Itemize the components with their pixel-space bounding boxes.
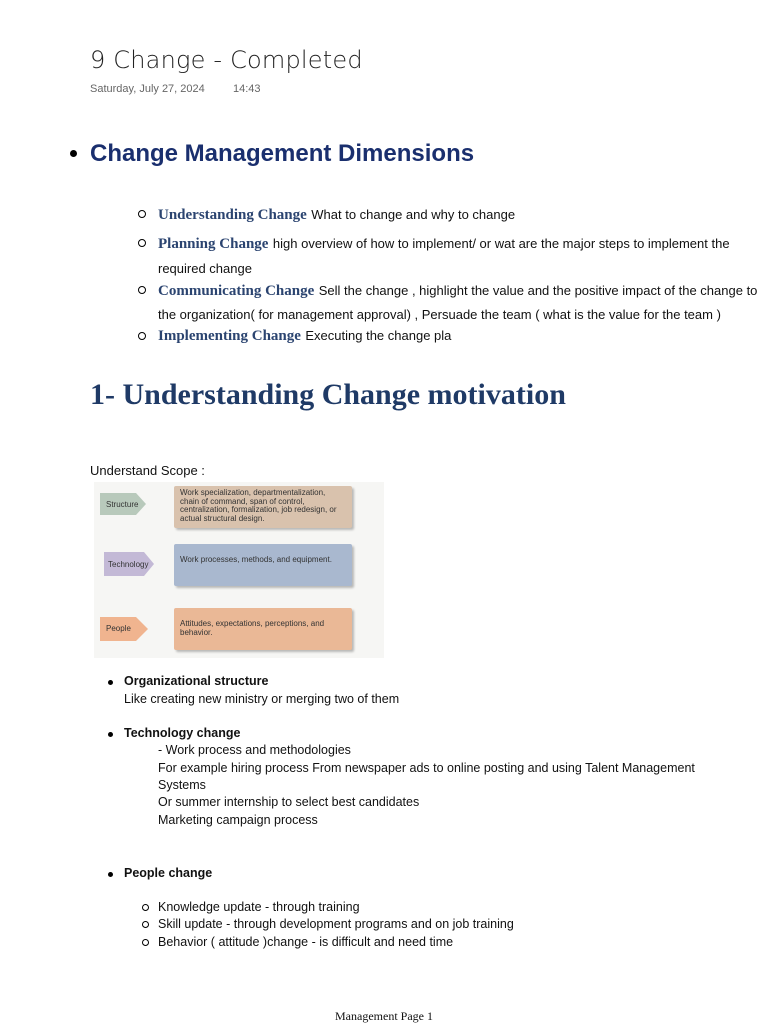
- bullet-icon: [108, 872, 113, 877]
- list-item-title: People change: [124, 866, 213, 880]
- dimension-text: What to change and why to change: [311, 207, 516, 222]
- page-footer: Management Page 1: [335, 1009, 433, 1023]
- dimension-label: Implementing Change: [158, 328, 301, 344]
- dimension-label: Communicating Change: [158, 283, 315, 299]
- circle-bullet-icon: [138, 210, 146, 218]
- page-time: 14:43: [233, 83, 261, 95]
- circle-bullet-icon: [142, 939, 149, 946]
- dimension-text: high overview of how to implement/ or wat are the major steps to implement the: [272, 236, 730, 251]
- dimension-text: Executing the change pla: [305, 328, 452, 343]
- circle-bullet-icon: [142, 904, 149, 911]
- circle-bullet-icon: [138, 332, 146, 340]
- list-item-text: Marketing campaign process: [158, 813, 318, 827]
- bullet-icon: [70, 150, 77, 157]
- dimension-label: Understanding Change: [158, 207, 307, 223]
- dimension-item: [158, 327, 451, 345]
- bullet-icon: [108, 732, 113, 737]
- dimension-item: [158, 206, 515, 224]
- diagram-tag-structure: Structure: [106, 500, 139, 509]
- page-date: Saturday, July 27, 2024: [90, 83, 205, 95]
- list-item-text: For example hiring process From newspaper ads to online posting and using Talent Management: [158, 761, 695, 775]
- sub-list-item: Behavior ( attitude )change - is difficult and need time: [158, 935, 454, 949]
- dimension-item: [158, 235, 730, 253]
- circle-bullet-icon: [142, 921, 149, 928]
- dimension-text-continued: required change: [158, 261, 252, 276]
- list-item-text: - Work process and methodologies: [158, 743, 351, 757]
- list-item-text: Like creating new ministry or merging two of them: [124, 692, 400, 706]
- diagram-tag-people: People: [106, 624, 131, 633]
- circle-bullet-icon: [138, 239, 146, 247]
- dimension-label: Planning Change: [158, 236, 269, 252]
- section-heading-dimensions: Change Management Dimensions: [90, 140, 475, 167]
- scope-label: Understand Scope :: [90, 463, 205, 478]
- diagram-tag-technology: Technology: [108, 560, 149, 569]
- list-item-title: Organizational structure: [124, 674, 269, 688]
- list-item-text: Or summer internship to select best candidates: [158, 795, 420, 809]
- circle-bullet-icon: [138, 286, 146, 294]
- dimension-text: Sell the change , highlight the value and the positive impact of the change to: [318, 283, 758, 298]
- list-item-text: Systems: [158, 778, 206, 792]
- dimension-text-continued: the organization( for management approval) , Persuade the team ( what is the value for the team ): [158, 307, 721, 322]
- diagram-box-technology: Work processes, methods, and equipment.: [174, 544, 352, 586]
- change-scope-diagram: [94, 482, 384, 658]
- list-item-title: Technology change: [124, 726, 241, 740]
- bullet-icon: [108, 680, 113, 685]
- sub-list-item: Skill update - through development programs and on job training: [158, 917, 514, 931]
- page-title: 9 Change - Completed: [90, 46, 363, 74]
- dimension-item: [158, 282, 757, 300]
- section-heading-motivation: 1- Understanding Change motivation: [90, 378, 566, 411]
- sub-list-item: Knowledge update - through training: [158, 900, 360, 914]
- diagram-box-structure: Work specialization, departmentalization, chain of command, span of control, centralization, formalization, job redesign, or actual structural design.: [174, 486, 352, 528]
- diagram-box-people: Attitudes, expectations, perceptions, and behavior.: [174, 608, 352, 650]
